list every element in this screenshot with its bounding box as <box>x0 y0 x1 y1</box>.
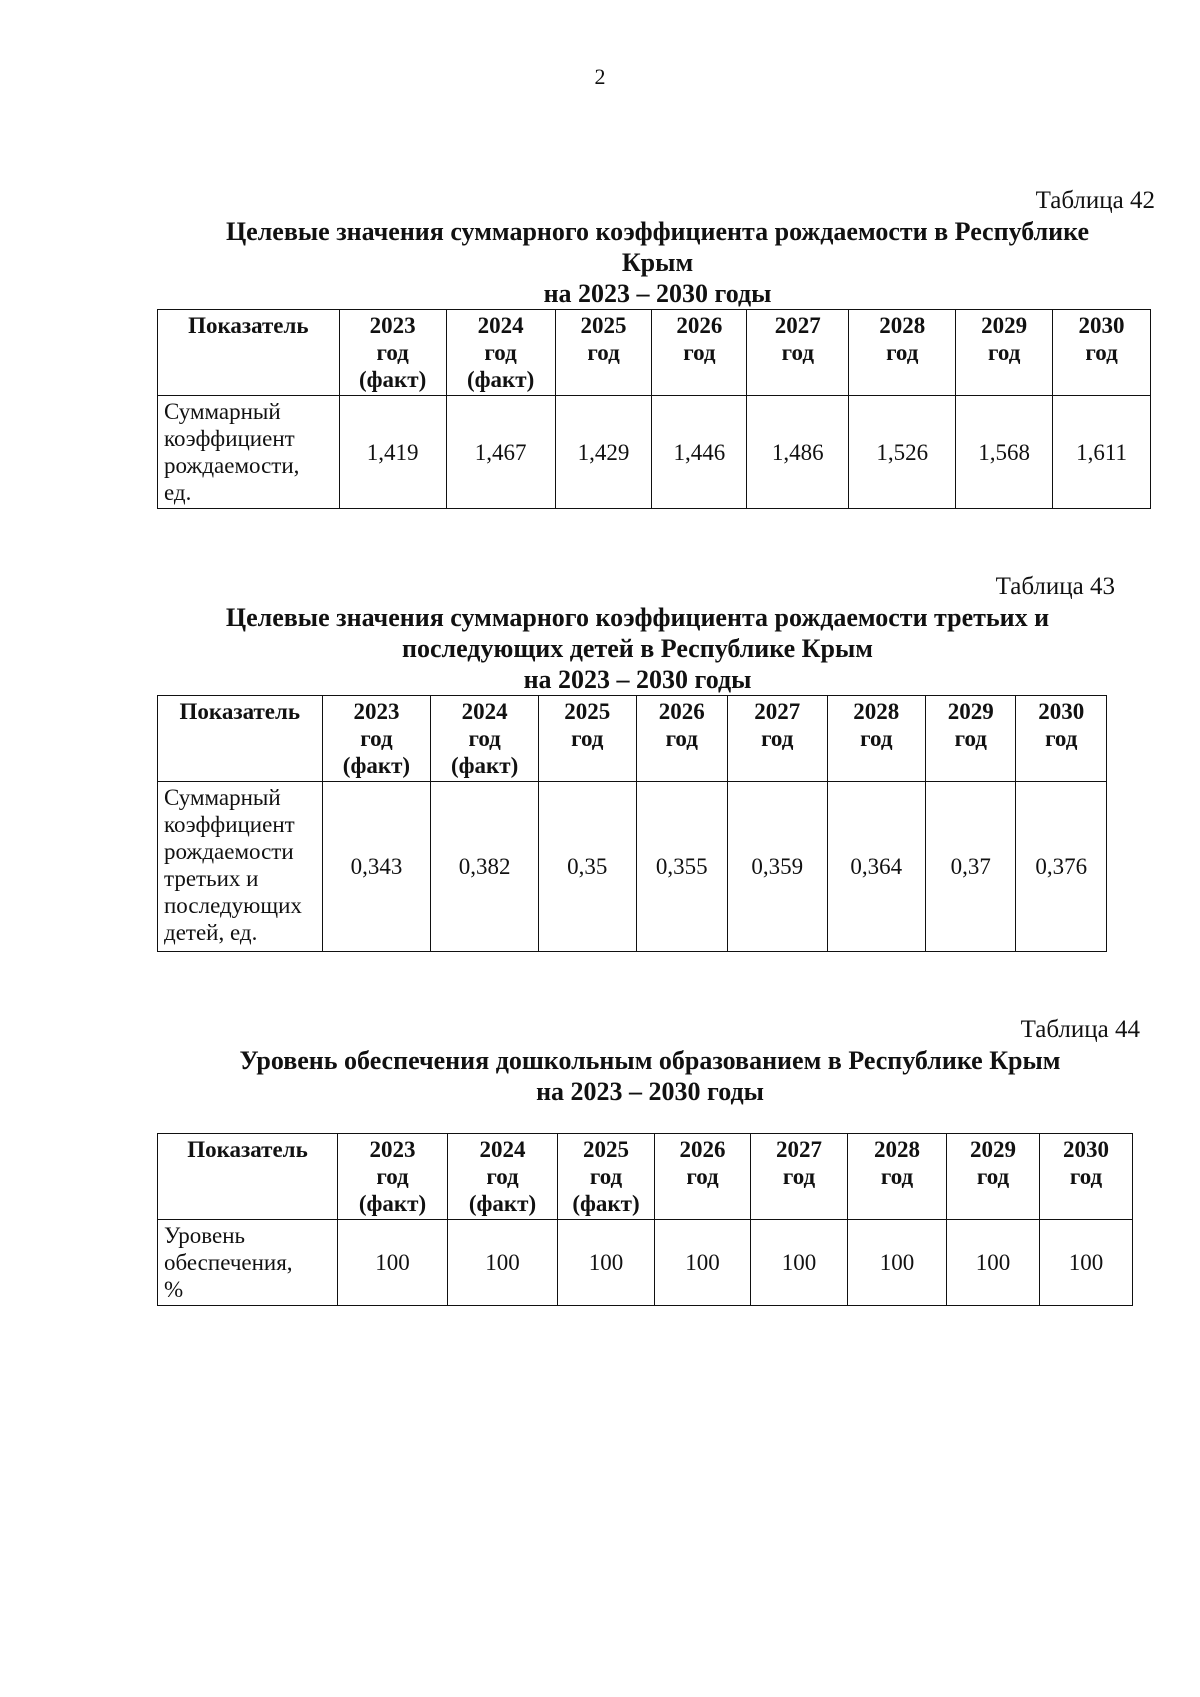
year-label: 2024 <box>461 699 508 724</box>
data-row <box>158 782 1107 952</box>
year-header <box>338 1134 448 1220</box>
data-table <box>157 309 1151 509</box>
year-label: 2024 <box>479 1137 526 1162</box>
year-unit: год <box>376 340 409 365</box>
year-header <box>956 310 1053 396</box>
year-unit: год <box>1085 340 1118 365</box>
year-label: 2023 <box>353 699 400 724</box>
year-note: (факт) <box>358 1191 427 1216</box>
data-row <box>158 1220 1133 1306</box>
header-row <box>158 310 1151 396</box>
year-unit: год <box>376 1164 409 1189</box>
value-cell: 100 <box>751 1220 848 1306</box>
indicator-header: Показатель <box>158 1134 338 1220</box>
table-number: Таблица 44 <box>1020 1016 1140 1043</box>
indicator-name-line: рождаемости <box>164 839 294 864</box>
year-header <box>652 310 747 396</box>
year-label: 2024 <box>477 313 524 338</box>
year-unit: год <box>954 726 987 751</box>
indicator-name-line: Уровень <box>164 1223 245 1248</box>
value-cell: 0,343 <box>322 782 431 952</box>
indicator-name-line: % <box>164 1277 184 1302</box>
year-label: 2030 <box>1063 1137 1109 1162</box>
year-header <box>655 1134 751 1220</box>
year-label: 2029 <box>970 1137 1016 1162</box>
indicator-name <box>158 396 340 509</box>
table-42-section <box>160 186 1155 509</box>
year-header <box>1016 696 1107 782</box>
table-title-line: последующих детей в Республике Крым <box>402 634 873 663</box>
year-unit: год <box>782 1164 816 1189</box>
year-note: (факт) <box>572 1191 640 1216</box>
table-44-section <box>160 1015 1140 1306</box>
year-header <box>926 696 1016 782</box>
year-label: 2026 <box>676 313 723 338</box>
year-unit: год <box>686 1164 719 1189</box>
table-title-line: Крым <box>621 248 694 277</box>
year-unit: год <box>976 1164 1010 1189</box>
year-label: 2029 <box>981 313 1028 338</box>
year-header <box>747 310 849 396</box>
indicator-name <box>158 1220 338 1306</box>
table-title <box>160 1045 1140 1107</box>
year-header <box>339 310 446 396</box>
table-number: Таблица 42 <box>1035 187 1155 214</box>
value-cell: 0,359 <box>727 782 827 952</box>
year-unit: год <box>987 340 1021 365</box>
table-title <box>160 216 1155 309</box>
indicator-name-line: коэффициент <box>164 426 295 451</box>
year-unit: год <box>360 726 393 751</box>
value-cell: 100 <box>1040 1220 1133 1306</box>
indicator-name-line: коэффициент <box>164 812 295 837</box>
header-row <box>158 696 1107 782</box>
page-number: 2 <box>594 64 606 89</box>
header-row <box>158 1134 1133 1220</box>
year-note: (факт) <box>450 753 519 778</box>
value-cell: 0,364 <box>827 782 926 952</box>
value-cell: 100 <box>448 1220 558 1306</box>
year-header <box>827 696 926 782</box>
table-number: Таблица 43 <box>995 573 1115 600</box>
year-label: 2026 <box>679 1137 726 1162</box>
indicator-name <box>158 782 323 952</box>
value-cell: 1,467 <box>446 396 555 509</box>
value-cell: 1,429 <box>555 396 652 509</box>
year-label: 2027 <box>754 699 801 724</box>
year-unit: год <box>468 726 501 751</box>
value-cell: 1,568 <box>956 396 1053 509</box>
year-header <box>727 696 827 782</box>
year-header <box>636 696 727 782</box>
year-header <box>538 696 636 782</box>
indicator-name-line: Суммарный <box>164 785 281 810</box>
value-cell: 1,611 <box>1053 396 1151 509</box>
table-title-line: на 2023 – 2030 годы <box>523 665 752 694</box>
year-header <box>322 696 431 782</box>
value-cell: 100 <box>558 1220 655 1306</box>
table-title <box>160 602 1115 695</box>
year-header <box>555 310 652 396</box>
year-unit: год <box>484 340 517 365</box>
year-label: 2028 <box>879 313 926 338</box>
table-title-line: Целевые значения суммарного коэффициента рождаемости третьих и <box>225 603 1050 632</box>
table-title-line: Целевые значения суммарного коэффициента рождаемости в Республике <box>225 217 1090 246</box>
value-cell: 1,419 <box>339 396 446 509</box>
value-cell: 1,446 <box>652 396 747 509</box>
year-header <box>947 1134 1040 1220</box>
year-header <box>751 1134 848 1220</box>
year-note: (факт) <box>466 367 535 392</box>
value-cell: 100 <box>338 1220 448 1306</box>
year-label: 2028 <box>874 1137 920 1162</box>
indicator-name-line: ед. <box>164 480 192 505</box>
year-unit: год <box>665 726 698 751</box>
indicator-name-line: обеспечения, <box>164 1250 293 1275</box>
year-label: 2030 <box>1038 699 1085 724</box>
table-title-line: на 2023 – 2030 годы <box>543 279 772 308</box>
year-label: 2025 <box>564 699 611 724</box>
year-header <box>448 1134 558 1220</box>
year-unit: год <box>761 726 794 751</box>
indicator-name-line: детей, ед. <box>164 920 258 945</box>
year-unit: год <box>683 340 716 365</box>
indicator-header: Показатель <box>158 696 323 782</box>
year-label: 2026 <box>658 699 705 724</box>
value-cell: 0,376 <box>1016 782 1107 952</box>
year-unit: год <box>860 726 893 751</box>
year-label: 2028 <box>853 699 900 724</box>
year-header <box>558 1134 655 1220</box>
value-cell: 0,37 <box>926 782 1016 952</box>
value-cell: 100 <box>947 1220 1040 1306</box>
year-unit: год <box>781 340 814 365</box>
year-header <box>1053 310 1151 396</box>
year-unit: год <box>571 726 604 751</box>
indicator-name-line: третьих и <box>164 866 259 891</box>
value-cell: 0,382 <box>431 782 539 952</box>
year-unit: год <box>587 340 620 365</box>
year-note: (факт) <box>342 753 411 778</box>
data-table <box>157 695 1107 952</box>
year-header <box>1040 1134 1133 1220</box>
year-label: 2027 <box>776 1137 822 1162</box>
year-note: (факт) <box>468 1191 537 1216</box>
value-cell: 1,486 <box>747 396 849 509</box>
indicator-header: Показатель <box>158 310 340 396</box>
data-table <box>157 1133 1133 1306</box>
year-label: 2027 <box>774 313 821 338</box>
year-header <box>431 696 539 782</box>
year-label: 2023 <box>369 1137 416 1162</box>
year-header <box>848 1134 947 1220</box>
year-header <box>849 310 956 396</box>
year-unit: год <box>1045 726 1078 751</box>
value-cell: 100 <box>655 1220 751 1306</box>
indicator-name-line: последующих <box>164 893 302 918</box>
year-label: 2023 <box>369 313 416 338</box>
value-cell: 100 <box>848 1220 947 1306</box>
indicator-name-line: Суммарный <box>164 399 281 424</box>
year-label: 2030 <box>1078 313 1125 338</box>
year-label: 2029 <box>947 699 994 724</box>
year-note: (факт) <box>358 367 427 392</box>
value-cell: 1,526 <box>849 396 956 509</box>
year-unit: год <box>1069 1164 1103 1189</box>
value-cell: 0,35 <box>538 782 636 952</box>
data-row <box>158 396 1151 509</box>
table-title-line: на 2023 – 2030 годы <box>536 1077 764 1106</box>
year-header <box>446 310 555 396</box>
year-unit: год <box>880 1164 914 1189</box>
table-title-line: Уровень обеспечения дошкольным образованием в Республике Крым <box>239 1046 1061 1075</box>
indicator-name-line: рождаемости, <box>164 453 300 478</box>
value-cell: 0,355 <box>636 782 727 952</box>
table-43-section <box>160 572 1115 952</box>
year-unit: год <box>486 1164 519 1189</box>
year-unit: год <box>886 340 919 365</box>
year-unit: год <box>589 1164 623 1189</box>
year-label: 2025 <box>583 1137 629 1162</box>
year-label: 2025 <box>580 313 627 338</box>
